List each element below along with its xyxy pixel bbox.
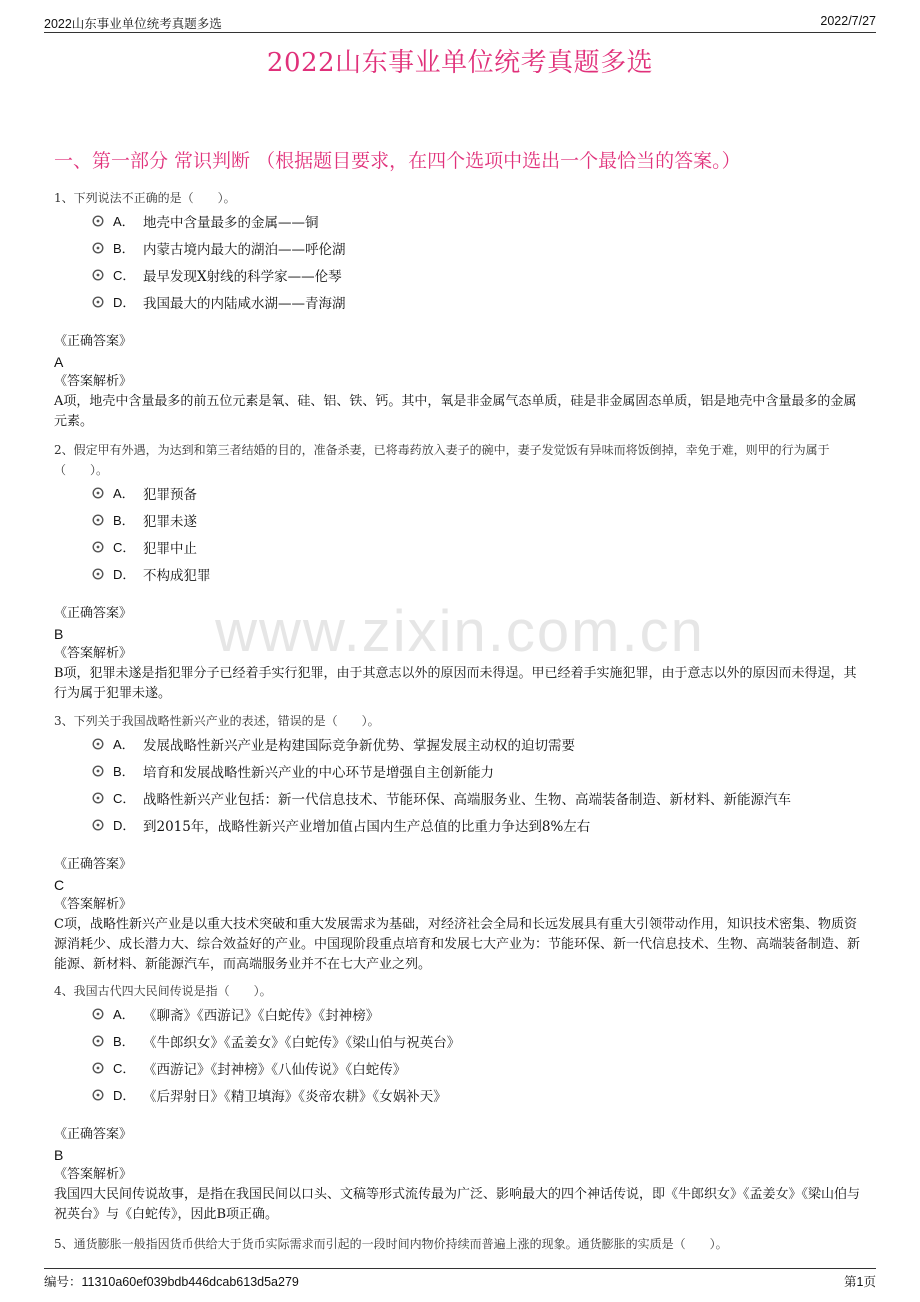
question-text: 2、假定甲有外遇，为达到和第三者结婚的目的，准备杀妻，已将毒药放入妻子的碗中，妻子发觉饭有异味而将饭倒掉，幸免于难，则甲的行为属于（ ）。 bbox=[54, 443, 830, 477]
option-text: 犯罪中止 bbox=[143, 541, 197, 557]
analysis-text: 我国四大民间传说故事，是指在我国民间以口头、文稿等形式流传最为广泛、影响最大的四个神话传说，即《牛郎织女》《孟姜女》《梁山伯与祝英台》与《白蛇传》，因此B项正确。 bbox=[54, 1187, 861, 1222]
question-text: 1、下列说法不正确的是（ ）。 bbox=[54, 191, 236, 205]
option-label: D． bbox=[113, 295, 136, 310]
option-label: A． bbox=[113, 214, 135, 229]
document-title: 2022山东事业单位统考真题多选 bbox=[266, 48, 654, 78]
option-label: C． bbox=[113, 540, 136, 555]
option-label: A． bbox=[113, 1007, 135, 1022]
radio-icon[interactable] bbox=[92, 819, 104, 831]
option-b[interactable] bbox=[92, 507, 868, 534]
option-text: 最早发现X射线的科学家——伦琴 bbox=[143, 269, 342, 285]
answer-block bbox=[54, 604, 868, 704]
option-label: A． bbox=[113, 486, 135, 501]
option-label: A． bbox=[113, 737, 135, 752]
question-text: 4、我国古代四大民间传说是指（ ）。 bbox=[54, 984, 272, 998]
correct-answer: B bbox=[54, 1147, 64, 1163]
document-code: 编号：11310a60ef039bdb446dcab613d5a279 bbox=[44, 1275, 299, 1289]
page-footer bbox=[44, 1272, 876, 1290]
answer-heading: 《正确答案》 bbox=[54, 857, 133, 872]
watermark: www.zixin.com.cn bbox=[215, 599, 705, 664]
option-label: C． bbox=[113, 791, 136, 806]
option-a[interactable] bbox=[92, 480, 868, 507]
option-b[interactable] bbox=[92, 1028, 868, 1055]
question-text: 5、通货膨胀一般指因货币供给大于货币实际需求而引起的一段时间内物价持续而普遍上涨的现象。通货膨胀的实质是（ ）。 bbox=[54, 1237, 728, 1251]
option-c[interactable] bbox=[92, 1055, 868, 1082]
analysis-heading: 《答案解析》 bbox=[54, 646, 133, 661]
question-text: 3、下列关于我国战略性新兴产业的表述，错误的是（ ）。 bbox=[54, 714, 380, 728]
option-c[interactable] bbox=[92, 262, 868, 289]
option-a[interactable] bbox=[92, 731, 868, 758]
option-text: 地壳中含量最多的金属——铜 bbox=[143, 215, 319, 231]
option-c[interactable] bbox=[92, 785, 868, 812]
option-label: B． bbox=[113, 241, 135, 256]
option-b[interactable] bbox=[92, 758, 868, 785]
radio-icon[interactable] bbox=[92, 215, 104, 227]
option-text: 到2015年，战略性新兴产业增加值占国内生产总值的比重力争达到8%左右 bbox=[143, 819, 591, 835]
option-label: B． bbox=[113, 513, 135, 528]
page-header bbox=[44, 14, 876, 32]
option-label: C． bbox=[113, 268, 136, 283]
option-text: 《牛郎织女》《孟姜女》《白蛇传》《梁山伯与祝英台》 bbox=[143, 1035, 461, 1051]
analysis-text: B项，犯罪未遂是指犯罪分子已经着手实行犯罪，由于其意志以外的原因而未得逞。甲已经着手实施犯罪，由于意志以外的原因而未得逞，其行为属于犯罪未遂。 bbox=[54, 666, 857, 701]
answer-heading: 《正确答案》 bbox=[54, 1127, 133, 1142]
section-heading: 一、第一部分 常识判断 （根据题目要求，在四个选项中选出一个最恰当的答案。） bbox=[54, 150, 741, 172]
correct-answer: B bbox=[54, 626, 64, 642]
radio-icon[interactable] bbox=[92, 792, 104, 804]
question-3 bbox=[54, 711, 868, 975]
question-5 bbox=[54, 1234, 868, 1254]
answer-heading: 《正确答案》 bbox=[54, 606, 133, 621]
option-text: 培育和发展战略性新兴产业的中心环节是增强自主创新能力 bbox=[143, 765, 494, 781]
option-label: D． bbox=[113, 818, 136, 833]
option-label: B． bbox=[113, 764, 135, 779]
option-label: D． bbox=[113, 567, 136, 582]
question-1 bbox=[54, 188, 868, 432]
question-4 bbox=[54, 981, 868, 1225]
analysis-heading: 《答案解析》 bbox=[54, 1167, 133, 1182]
option-a[interactable] bbox=[92, 208, 868, 235]
answer-block bbox=[54, 1125, 868, 1225]
option-label: C． bbox=[113, 1061, 136, 1076]
radio-icon[interactable] bbox=[92, 738, 104, 750]
option-d[interactable] bbox=[92, 289, 868, 316]
option-text: 发展战略性新兴产业是构建国际竞争新优势、掌握发展主动权的迫切需要 bbox=[143, 738, 575, 754]
header-date: 2022/7/27 bbox=[820, 14, 876, 28]
option-text: 战略性新兴产业包括：新一代信息技术、节能环保、高端服务业、生物、高端装备制造、新材料、新能源汽车 bbox=[143, 792, 791, 808]
analysis-text: A项，地壳中含量最多的前五位元素是氧、硅、铝、铁、钙。其中，氧是非金属气态单质，硅是非金属固态单质，铝是地壳中含量最多的金属元素。 bbox=[54, 394, 857, 429]
analysis-heading: 《答案解析》 bbox=[54, 374, 133, 389]
radio-icon[interactable] bbox=[92, 1035, 104, 1047]
correct-answer: A bbox=[54, 354, 64, 370]
page-number: 第1页 bbox=[844, 1275, 876, 1289]
option-d[interactable] bbox=[92, 1082, 868, 1109]
radio-icon[interactable] bbox=[92, 1089, 104, 1101]
option-d[interactable] bbox=[92, 812, 868, 839]
radio-icon[interactable] bbox=[92, 541, 104, 553]
option-label: D． bbox=[113, 1088, 136, 1103]
analysis-text: C项，战略性新兴产业是以重大技术突破和重大发展需求为基础，对经济社会全局和长远发展具有重大引领带动作用，知识技术密集、物质资源消耗少、成长潜力大、综合效益好的产业。中国现阶段重点培育和发展七大产业为：节能环保、新一代信息技术、生物、高端装备制造、新能源、新材料、新能源汽车，而高端服务业并不在七大产业之列。 bbox=[54, 917, 861, 972]
option-text: 《后羿射日》《精卫填海》《炎帝农耕》《女娲补天》 bbox=[143, 1089, 447, 1105]
option-text: 犯罪未遂 bbox=[143, 514, 197, 530]
option-text: 犯罪预备 bbox=[143, 487, 197, 503]
radio-icon[interactable] bbox=[92, 296, 104, 308]
radio-icon[interactable] bbox=[92, 1062, 104, 1074]
radio-icon[interactable] bbox=[92, 1008, 104, 1020]
radio-icon[interactable] bbox=[92, 242, 104, 254]
option-c[interactable] bbox=[92, 534, 868, 561]
footer-divider bbox=[44, 1268, 876, 1269]
option-b[interactable] bbox=[92, 235, 868, 262]
radio-icon[interactable] bbox=[92, 568, 104, 580]
header-divider bbox=[44, 32, 876, 33]
correct-answer: C bbox=[54, 877, 65, 893]
option-text: 《西游记》《封神榜》《八仙传说》《白蛇传》 bbox=[143, 1062, 407, 1078]
analysis-heading: 《答案解析》 bbox=[54, 897, 133, 912]
header-title: 2022山东事业单位统考真题多选 bbox=[44, 17, 222, 31]
option-a[interactable] bbox=[92, 1001, 868, 1028]
answer-heading: 《正确答案》 bbox=[54, 334, 133, 349]
question-2 bbox=[54, 440, 868, 704]
radio-icon[interactable] bbox=[92, 269, 104, 281]
answer-block bbox=[54, 855, 868, 975]
answer-block bbox=[54, 332, 868, 432]
radio-icon[interactable] bbox=[92, 487, 104, 499]
radio-icon[interactable] bbox=[92, 514, 104, 526]
option-text: 内蒙古境内最大的湖泊——呼伦湖 bbox=[143, 242, 346, 258]
option-text: 不构成犯罪 bbox=[143, 568, 211, 584]
option-label: B． bbox=[113, 1034, 135, 1049]
option-text: 《聊斋》《西游记》《白蛇传》《封神榜》 bbox=[143, 1008, 380, 1024]
option-text: 我国最大的内陆咸水湖——青海湖 bbox=[143, 296, 346, 312]
radio-icon[interactable] bbox=[92, 765, 104, 777]
option-d[interactable] bbox=[92, 561, 868, 588]
